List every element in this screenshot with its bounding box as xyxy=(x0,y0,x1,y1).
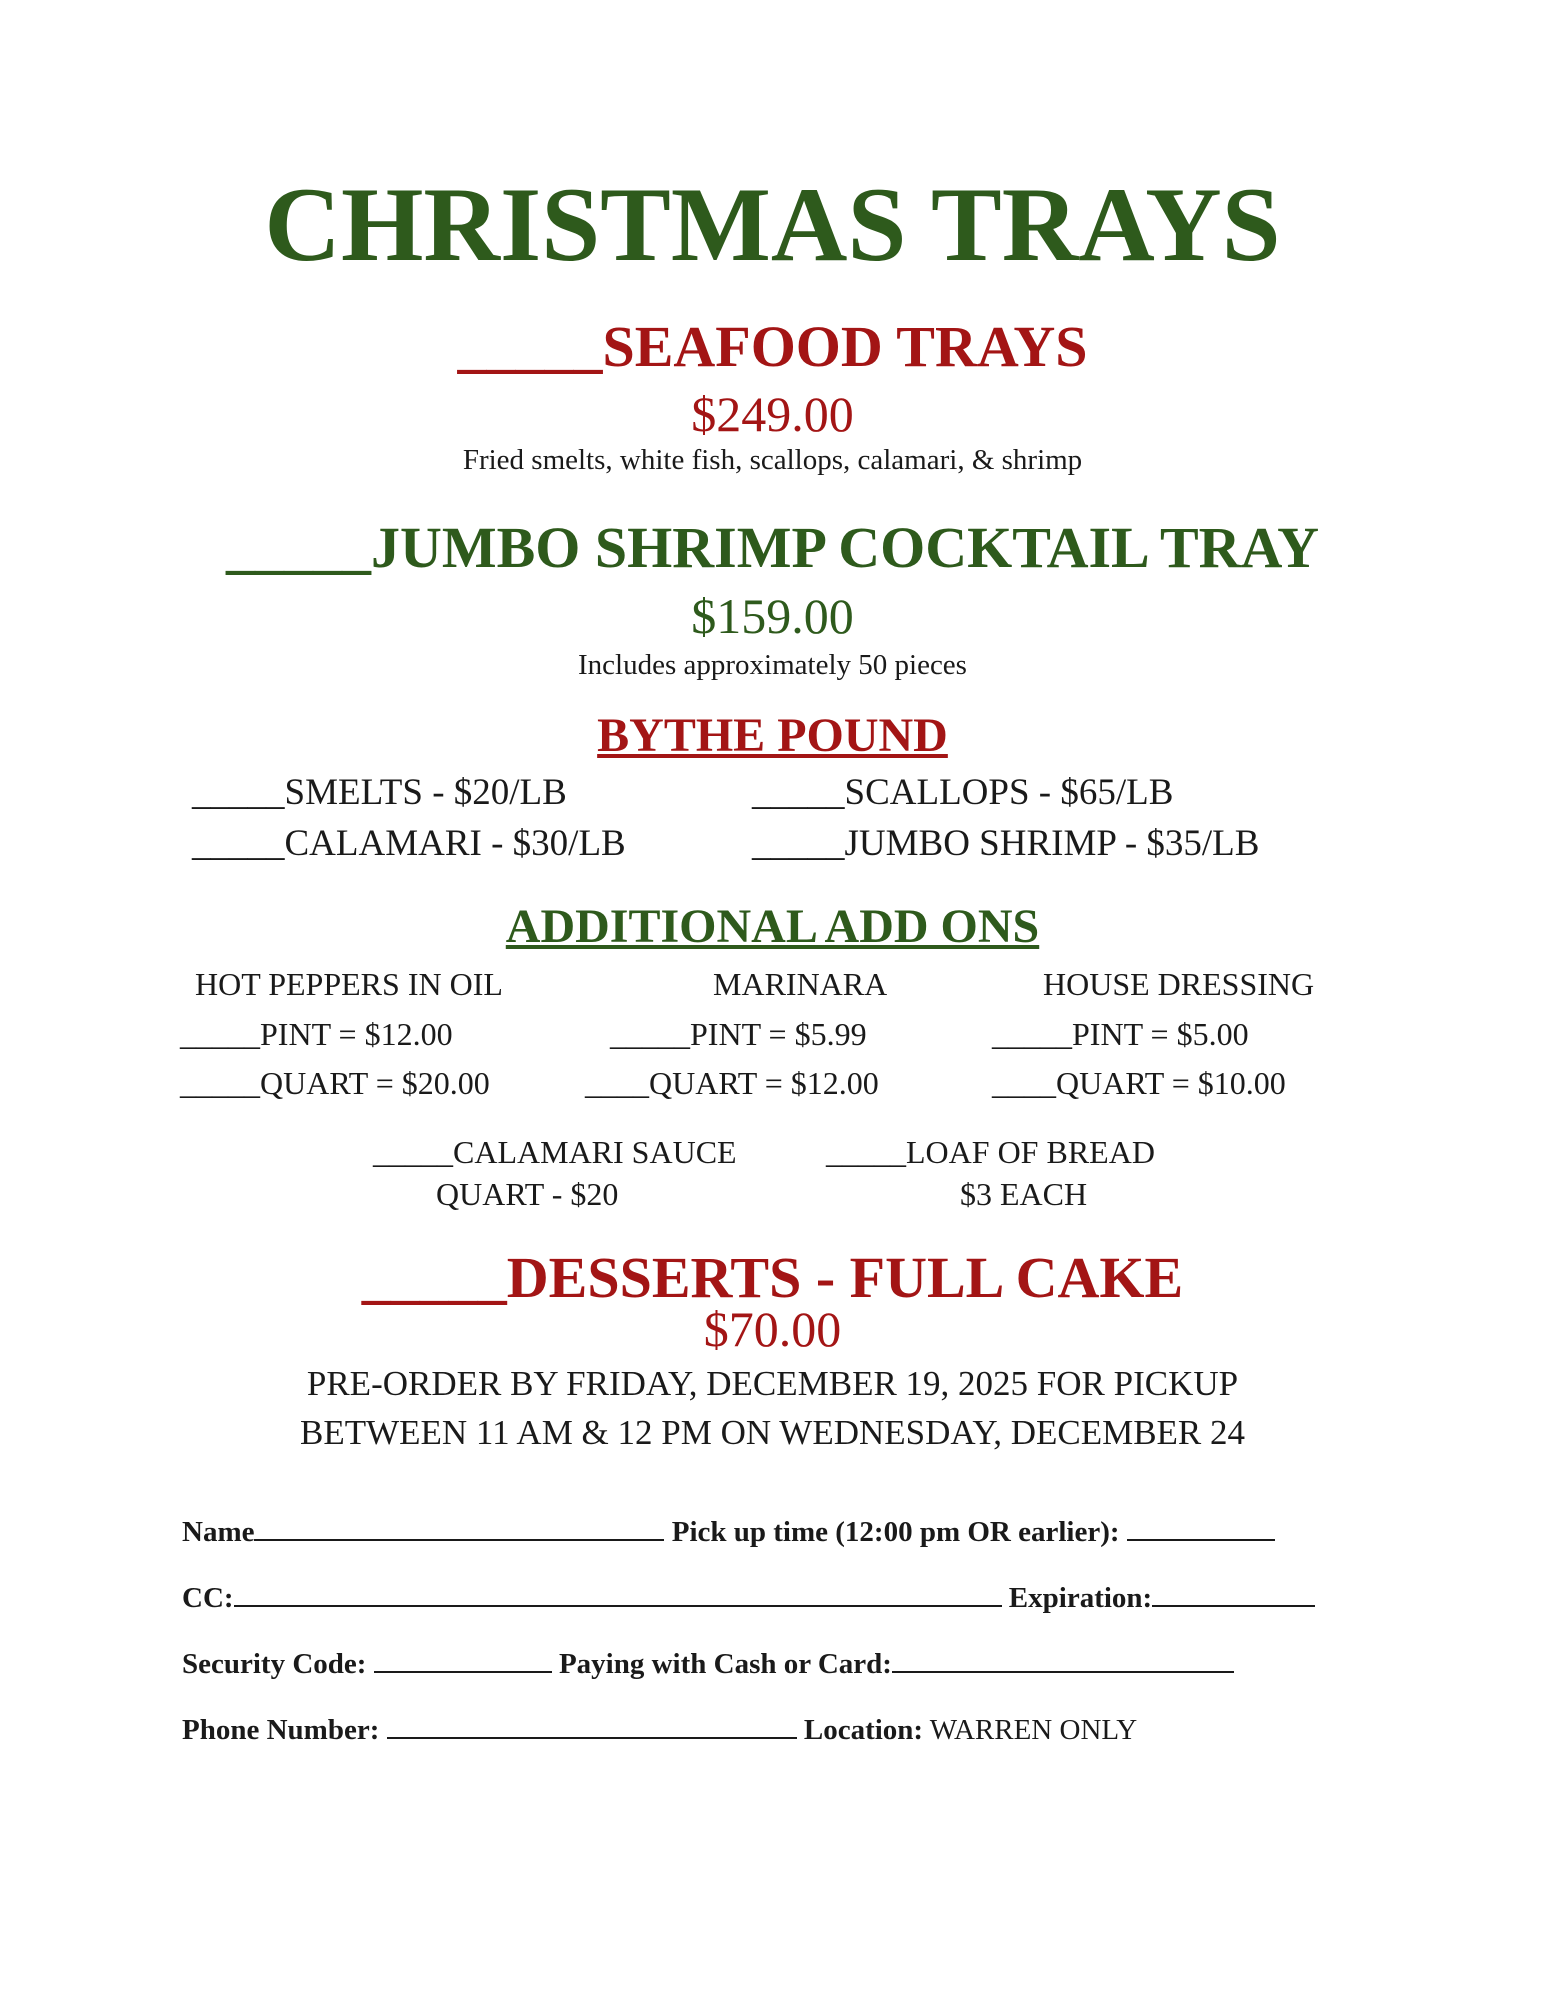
shrimp-tray-name: JUMBO SHRIMP COCKTAIL TRAY xyxy=(370,515,1320,580)
pound-item-jumbo-shrimp[interactable]: _____JUMBO SHRIMP - $35/LB xyxy=(752,823,1260,864)
pickup-time-label: Pick up time (12:00 pm OR earlier): xyxy=(664,1516,1127,1548)
addon-calamari-sauce-price: QUART - $20 xyxy=(436,1176,619,1212)
form-row-phone-location xyxy=(182,1713,1137,1745)
desserts-name: DESSERTS - FULL CAKE xyxy=(506,1245,1184,1310)
pound-item-calamari[interactable]: _____CALAMARI - $30/LB xyxy=(192,823,626,864)
addon-house-dressing-name: HOUSE DRESSING xyxy=(1043,966,1315,1002)
addon-hot-peppers-pint[interactable]: _____PINT = $12.00 xyxy=(180,1016,453,1052)
phone-number-field[interactable] xyxy=(387,1713,797,1739)
shrimp-tray-description: Includes approximately 50 pieces xyxy=(578,649,967,681)
name-label: Name xyxy=(182,1516,255,1548)
addon-house-dressing-quart[interactable]: ____QUART = $10.00 xyxy=(992,1065,1286,1101)
shrimp-tray-price: $159.00 xyxy=(691,588,854,644)
paying-method-label: Paying with Cash or Card: xyxy=(551,1648,892,1680)
shrimp-tray-heading xyxy=(0,515,1545,580)
addon-marinara-pint[interactable]: _____PINT = $5.99 xyxy=(610,1016,867,1052)
seafood-trays-blank[interactable]: _____ xyxy=(457,314,603,379)
addon-loaf-of-bread[interactable]: _____LOAF OF BREAD xyxy=(826,1134,1155,1170)
desserts-heading xyxy=(0,1245,1545,1310)
shrimp-tray-blank[interactable]: _____ xyxy=(225,515,371,580)
addon-house-dressing-pint[interactable]: _____PINT = $5.00 xyxy=(992,1016,1249,1052)
pound-item-scallops[interactable]: _____SCALLOPS - $65/LB xyxy=(752,772,1174,813)
name-field[interactable] xyxy=(254,1515,664,1541)
page-title: CHRISTMAS TRAYS xyxy=(264,166,1281,283)
paying-method-field[interactable] xyxy=(892,1647,1234,1673)
add-ons-heading: ADDITIONAL ADD ONS xyxy=(505,900,1040,953)
addon-calamari-sauce[interactable]: _____CALAMARI SAUCE xyxy=(373,1134,737,1170)
seafood-trays-name: SEAFOOD TRAYS xyxy=(602,314,1088,379)
pound-item-smelts[interactable]: _____SMELTS - $20/LB xyxy=(192,772,567,813)
preorder-notice-line-1: PRE-ORDER BY FRIDAY, DECEMBER 19, 2025 FOR PICKUP xyxy=(306,1364,1239,1403)
form-row-name-pickup xyxy=(182,1515,1275,1547)
location-value: WARREN ONLY xyxy=(923,1714,1138,1746)
desserts-price: $70.00 xyxy=(703,1301,842,1357)
cc-field[interactable] xyxy=(234,1581,1002,1607)
form-row-security-paying xyxy=(182,1647,1234,1679)
phone-number-label: Phone Number: xyxy=(182,1714,387,1746)
cc-label: CC: xyxy=(182,1582,234,1614)
preorder-notice-line-2: BETWEEN 11 AM & 12 PM ON WEDNESDAY, DECEMBER 24 xyxy=(299,1413,1246,1452)
by-the-pound-heading: BYTHE POUND xyxy=(597,709,948,762)
security-code-label: Security Code: xyxy=(182,1648,374,1680)
addon-marinara-name: MARINARA xyxy=(713,966,888,1002)
addon-hot-peppers-quart[interactable]: _____QUART = $20.00 xyxy=(180,1065,490,1101)
addon-loaf-of-bread-price: $3 EACH xyxy=(960,1176,1088,1212)
expiration-label: Expiration: xyxy=(1001,1582,1153,1614)
expiration-field[interactable] xyxy=(1152,1581,1315,1607)
form-row-cc-expiration xyxy=(182,1581,1315,1613)
seafood-trays-description: Fried smelts, white fish, scallops, calamari, & shrimp xyxy=(462,444,1083,476)
addon-marinara-quart[interactable]: ____QUART = $12.00 xyxy=(585,1065,879,1101)
location-label: Location: xyxy=(796,1714,924,1746)
seafood-trays-heading xyxy=(0,314,1545,379)
security-code-field[interactable] xyxy=(374,1647,552,1673)
seafood-trays-price: $249.00 xyxy=(691,386,854,442)
desserts-blank[interactable]: _____ xyxy=(361,1245,507,1310)
pickup-time-field[interactable] xyxy=(1127,1515,1275,1541)
addon-hot-peppers-name: HOT PEPPERS IN OIL xyxy=(195,966,503,1002)
